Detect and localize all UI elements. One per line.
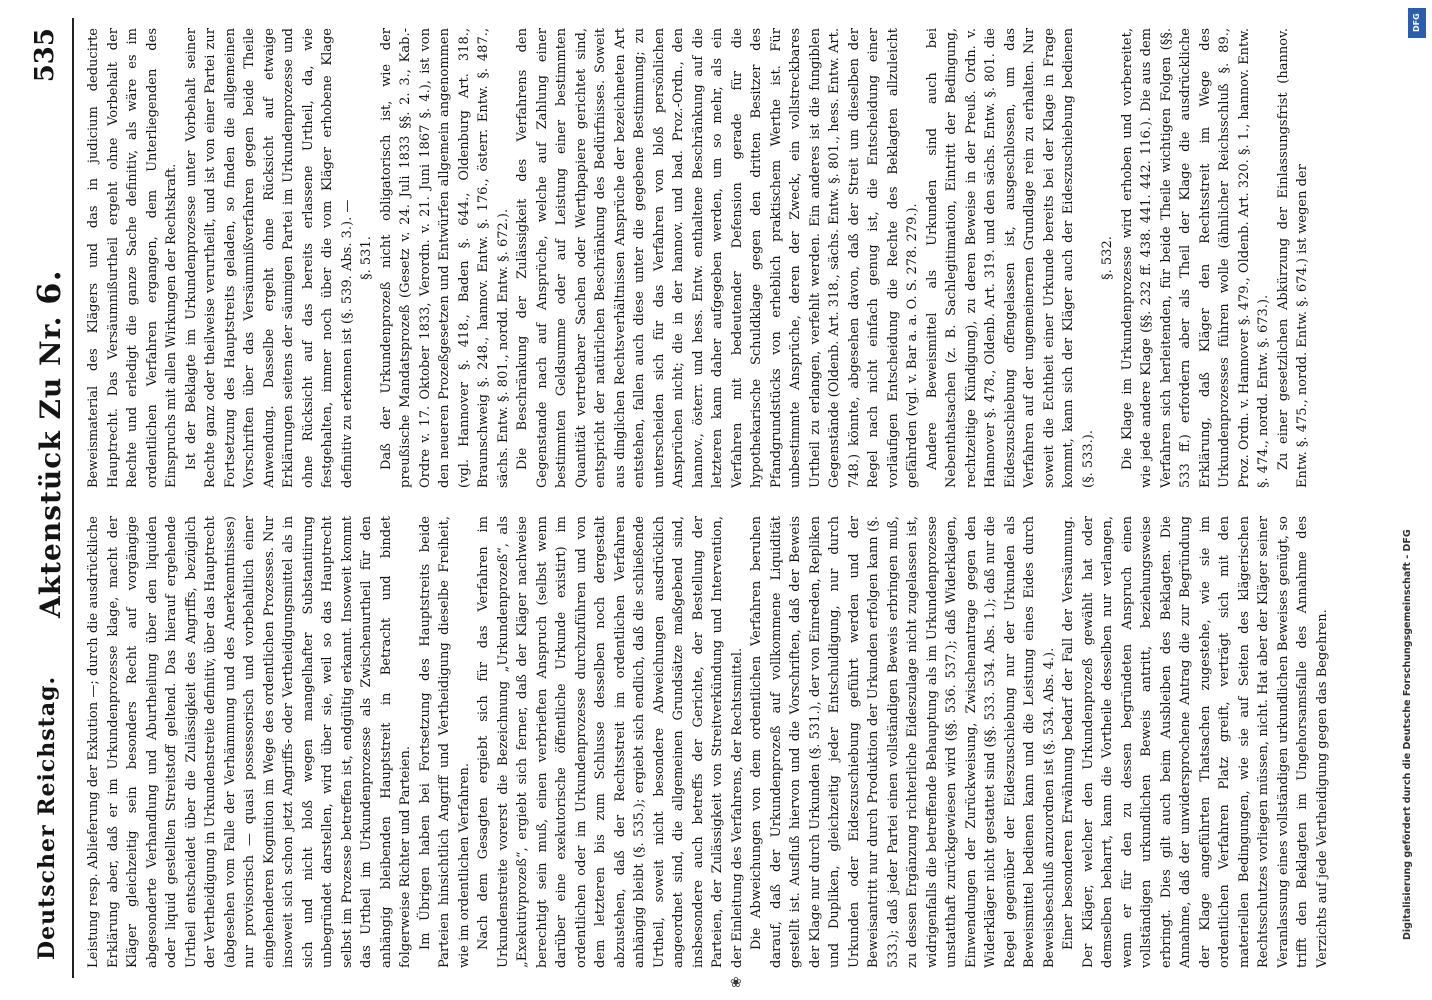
left-paragraph: Die Abweichungen von dem ordentlichen Verfahren beruhen darauf, daß der Urkundenprozeß auf vollkommene Liquidität gestellt ist. Ausfluß hiervon und die Vorschriften, daß der Beweis der Klage nur durch Urkunden (§. 531.), der von Einreden, Repliken und Dupliken, gleichzeitig jeder Entschuldigung, nur durch Urkunden oder Eideszuschiebung geführt werden und der Beweisantritt nur durch Produktion der Urkunden erfolgen kann (§. 533.); daß jeder Partei einen vollständigen Beweis erbringen muß, zu dessen Ergänzung richterliche Eideszulage nicht zugelassen ist, widrigenfalls die betreffende Behauptung als im Urkundenprozesse unstatthaft zurückgewiesen wird (§§. 536. 537.); daß Widerklagen, Einwendungen der Zurückweisung, Zwischenantrage gegen den Widerkläger nicht gestattet sind (§§. 533. 534. Abs. 1.); daß nur die Regel gegenüber der Eideszuschiebung nur der Urkunden als Beweismittel bedienen kann und die Leistung eines Eides durch Beweisbeschluß anzuordnen ist (§. 534. Abs. 4.). <box>749 516 1057 968</box>
right-paragraph: Daß der Urkundenprozeß nicht obligatorisch ist, wie der preußische Mandatsprozeß (Gesetz v. 24. Juli 1833 §§. 2. 3., Kab.-Ordre v. 17. Oktober 1833, Verordn. v. 21. Juni 1867 §. 4.), ist von den neueren Prozeßgesetzen und Entwürfen allgemein angenommen (vgl. Hannover §. 418., Baden §. 644., Oldenburg Art. 318., Braunschweig §. 248., hannov. Entw. §. 176., österr. Entw. §. 487., sächs. Entw. §. 801., nordd. Entw. §. 672.). <box>378 28 511 488</box>
header-center-text: Aktenstück Zu Nr. <box>34 315 67 618</box>
right-column <box>84 28 1384 488</box>
digitization-credit: Digitalisierung gefördert durch die Deutsche Forschungsgemeinschaft - DFG <box>1402 529 1413 940</box>
right-paragraph: Andere Beweismittel als Urkunden sind auch bei Nebenthatsachen (z. B. Sachlegitimation, Eintritt der Bedingung, rechtzeitige Kündigung), zu deren Beweise in der Preuß. Ordn. v. Hannover §. 478., Oldenb. Art. 319. und den sächs. Entw. §. 801. die Eideszuschiebung offengelassen ist, ausgeschlossen, um das Verfahren auf der ungemeinernen Grundlage rein zu erhalten. Nur soweit die Echtheit einer Urkunde bereits bei der Klage in Frage kommt, kann sich der Kläger auch der Eideszuschiebung bedienen (§. 533.). <box>924 28 1096 488</box>
left-paragraph: Leistung resp. Ablieferung der Exkution —; durch die ausdrückliche Erklärung aber, daß er im Urkundenprozesse klage, macht der Kläger gleichzeitig sein besonders Recht auf vorgängige abgesonderte Verhandlung und Aburtheilung über den liquiden oder liquid gestellten Streitstoff geltend. Das hierauf ergehende Urtheil entscheidet über die Zulässigkeit des Angriffs, bezüglich der Vertheidigung in Urkundenstreite definitiv, über das Hauptrecht (abgesehen vom Falle der Verhämmung und des Anerkenntnisses) nur provisorisch — quasi possessorisch und vorbehaltlich einer eingehenderen Kognition im Wege des ordentlichen Prozesses. Nur insoweit sich schon jetzt Angriffs- oder Vertheidigungsmittel als in sich und nicht bloß wegen mangelhafter Substantiirung unbegründet darstellen, wird über sie, weil so das Hauptrecht selbst im Prozesse betreffen ist, endgültig erkannt. Insoweit kommt das Urtheil im Urkundenprozesse als Zwischenurtheil für den anhängig bleibenden Hauptstreit in Betracht und bindet folgerweise Richter und Parteien. <box>86 516 413 968</box>
ornament-mark: ❀ <box>730 975 742 991</box>
section-heading-532: §. 532. <box>1100 236 1115 280</box>
header-center-title <box>30 269 68 618</box>
page-header <box>24 18 74 978</box>
right-paragraph: Ist der Beklagte im Urkundenprozesse unter Vorbehalt seiner Rechte ganz oder theilweise verurtheilt, und ist von einer Partei zur Fortsetzung des Hauptstreits geladen, so finden die allgemeinen Vorschriften über das Versäumnißverfahren gegen beide Theile Anwendung. Dasselbe ergeht ohne Rücksicht auf etwaige Erklärungen seitens der säumigen Partei im Urkundenprozesse und ohne Rücksicht auf das bereits erlassene Urtheil, da, wie festgehalten, immer noch über die vom Kläger erhobene Klage definitiv zu erkennen ist (§. 539. Abs. 3.). — <box>183 28 355 488</box>
left-column <box>84 516 1384 968</box>
page-number: 535 <box>30 28 60 83</box>
dfg-badge: DFG <box>1408 8 1426 38</box>
right-paragraph: Zu einer gesetzlichen Abkürzung der Einlassungsfrist (hannov. Entw. §. 475., nordd. Entw. §. 674.) ist wegen der <box>1275 28 1310 488</box>
scanned-page <box>24 18 1404 978</box>
left-paragraph: Im Übrigen haben bei Fortsetzung des Hauptstreits beide Parteien hinsichtlich Angriff und Vertheidigung dieselbe Freiheit, wie im ordentlichen Verfahren. <box>417 516 472 968</box>
right-paragraph: Die Klage im Urkundenprozesse wird erhoben und vorbereitet, wie jede andere Klage (§§. 232 ff. 438. 441. 442. 116.). Die aus dem Verfahren sich herleitenden, für beide Theile wichtigen Folgen (§§. 533 ff.) erfordern aber als Theil der Klage die ausdrückliche Erklärung, daß Kläger den Rechtsstreit im Wege des Urkundenprozesses führen wolle (ähnlicher Reichsschluß §. 89., Proz. Ordn. v. Hannover §. 479., Oldenb. Art. 320. §. 1., hannov. Entw. §. 474., nordd. Entw. §. 673.). <box>1119 28 1271 488</box>
header-left-title: Deutscher Reichstag. <box>34 675 60 960</box>
text-columns <box>84 18 1384 978</box>
left-paragraph: Nach dem Gesagten ergiebt sich für das Verfahren im Urkundenstreite vorerst die Bezeichnung „Urkundenprozeß“, als „Exekutivprozeß“, ergiebt sich ferner, daß der Kläger nachweise berechtigt sein muß, einen verbrieften Anspruch (selbst wenn darüber eine exekutorische öffentliche Urkunde existirt) im ordentlichen oder im Urkundenprozesse durchzuführen und von dem letzteren bis zum Schlusse desselben noch dergestalt abzustehen, daß der Rechtsstreit im ordentlichen Verfahren anhängig bleibt (§. 535.); ergiebt sich endlich, daß die schließende Urtheil, soweit nicht besondere Abweichungen ausdrücklich angeordnet sind, die allgemeinen Grundsätze maßgebend sind, insbesondere auch betreffs der Gerichte, der Bestellung der Parteien, der Zulässigkeit von Streitverkündung und Intervention, der Einleitung des Verfahrens, der Rechtsmittel. <box>476 516 745 968</box>
right-paragraph: Beweismaterial des Klägers und das in judicium deducirte Hauptrecht. Das Versäumnißurtheil ergeht ohne Vorbehalt der Rechte und erledigt die ganze Sache definitiv, als wäre es im ordentlichen Verfahren ergangen, dem Unterliegenden des Einspruchs mit allen Wirkungen der Rechtskraft. <box>86 28 179 488</box>
section-heading-531: §. 531. <box>359 236 374 280</box>
right-paragraph: Die Beschränkung der Zulässigkeit des Verfahrens den Gegenstande nach auf Ansprüche, welche auf Zahlung einer bestimmten Geldsumme oder auf Leistung einer bestimmten Quantität vertretbarer Sachen oder Werthpapiere gerichtet sind, entspricht der natürlichen Beschränkung des Bedürfnisses. Soweit aus dinglichen Rechtsverhältnissen Ansprüche der bezeichneten Art entstehen, fallen auch diese unter die gegebene Bestimmung; zu unterscheiden sich für das Verfahren von bloß persönlichen Ansprüchen nicht; die in der hannov. und bad. Proz.-Ordn., den hannov., österr. und hess. Entw. enthaltene Beschränkung auf die letzteren kann daher aufgegeben werden, um so mehr, als ein Verfahren mit bedeutender Defension gerade für die hypothekarische Schuldklage gegen den dritten Besitzer des Pfandgrundstücks von erheblich praktischem Werthe ist. Für unbestimmte Ansprüche, deren der Zweck, ein vollstreckbares Urtheil zu erlangen, verfehlt werden. Ein anderes ist die fungiblen Gegenstände (Oldenb. Art. 318., sächs. Entw. §. 801., hess. Entw. Art. 748.) könnte, abgesehen davon, daß der Streit um dieselben der Regel nach nicht einfach genug ist, die Entscheidung einer vorläufigen Entscheidung die Rechte des Beklagten allzuleicht gefährden (vgl. v. Bar a. a. O. S. 278. 279.). <box>515 28 920 488</box>
header-number: 6. <box>30 269 68 305</box>
left-paragraph: Einer besonderen Erwähnung bedarf der Fall der Versäumung. Der Kläger, welcher den Urkundenprozeß gewählt hat oder demselben beharrt, kann die Vortheile desselben nur verlangen, wenn er für den zu dessen begründeten Anspruch einen vollständigen urkundlichen Beweis antritt, beziehungsweise erbringt. Dies gilt auch beim Ausbleiben des Beklagten. Die Annahme, daß der unwidersprochene Antrag die zur Begründung der Klage angeführten Thatsachen zugestehe, wie sie im ordentlichen Verfahren Platz greift, verträgt sich mit den materiellen Bedingungen, wie sie auf Seiten des klägerischen Rechtsschutzes vorliegen müssen, nicht. Hat aber der Kläger seiner Veranlassung eines vollständigen urkundlichen Beweises genügt, so trifft den Beklagten im Ungehorsamsfalle des Annahme des Verzichts auf jede Vertheidigung gegen das Begehren. <box>1061 516 1330 968</box>
